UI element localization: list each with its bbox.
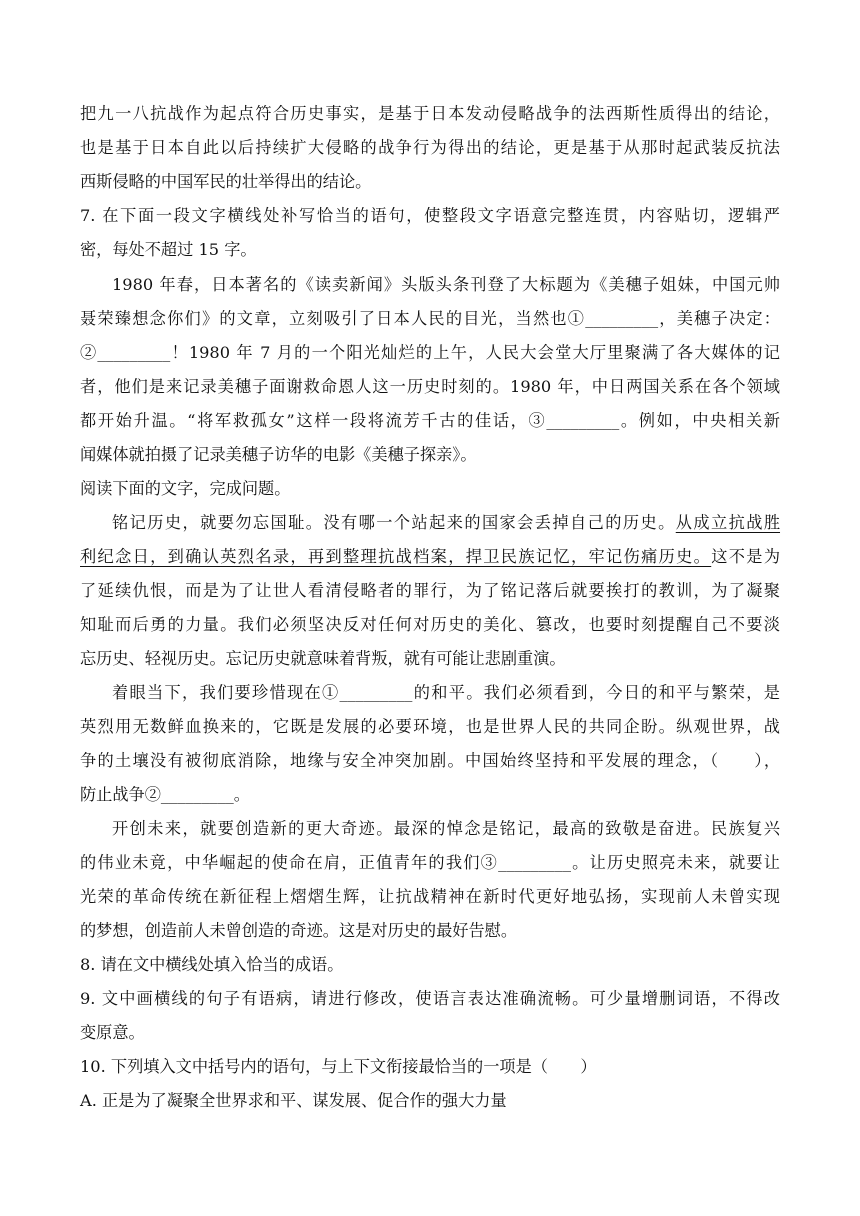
intro-line-3: 西斯侵略的中国军民的壮举得出的结论。	[80, 172, 372, 191]
passage-p3-line-1: 开创未来，就要创造新的更大奇迹。最深的悼念是铭记，最高的致敬是奋进。民族复兴	[112, 819, 780, 838]
passage-p1-line-1	[112, 508, 780, 538]
question-7-line-2: 密，每处不超过 15 字。	[80, 240, 257, 259]
q7-passage-line-1: 1980 年春，日本著名的《读卖新闻》头版头条刊登了大标题为《美穗子姐妹，中国元帅	[112, 275, 780, 294]
passage-p3-line-2: 的伟业未竟，中华崛起的使命在肩，正值青年的我们③_________。让历史照亮未来，就要让	[80, 853, 780, 872]
passage-p3-line-4: 的梦想，创造前人未曾创造的奇迹。这是对历史的最好告慰。	[80, 921, 518, 940]
q7-passage-line-6: 闻媒体就拍摄了记录美穗子访华的电影《美穗子探亲》。	[80, 445, 477, 464]
passage-p1-line-1-text: 铭记历史，就要勿忘国耻。没有哪一个站起来的国家会丢掉自己的历史。	[112, 513, 676, 532]
intro-line-2: 也是基于日本自此以后持续扩大侵略的战争行为得出的结论，更是基于从那时起武装反抗法	[80, 138, 780, 157]
question-10-option-a: A. 正是为了凝聚全世界求和平、谋发展、促合作的强大力量	[80, 1091, 507, 1110]
passage-p1-line-2-text: 这不是为	[711, 547, 781, 566]
passage-p1-line-3: 了延续仇恨，而是为了让世人看清侵略者的罪行，为了铭记落后就要挨打的教训，为了凝聚	[80, 581, 780, 600]
question-7-line-1: 7. 在下面一段文字横线处补写恰当的语句，使整段文字语意完整连贯，内容贴切，逻辑严	[80, 206, 780, 225]
passage-p2-line-2: 英烈用无数鲜血换来的，它既是发展的必要环境，也是世界人民的共同企盼。纵观世界，战	[80, 717, 780, 736]
question-10: 10. 下列填入文中括号内的语句，与上下文衔接最恰当的一项是（ ）	[80, 1057, 597, 1076]
passage-p2-line-4: 防止战争②_________。	[80, 785, 250, 804]
passage-p1-line-2	[80, 542, 780, 572]
passage-p2-line-1: 着眼当下，我们要珍惜现在①_________的和平。我们必须看到，今日的和平与繁荣，是	[112, 683, 780, 702]
underlined-sentence-part-1: 从成立抗战胜	[675, 513, 781, 532]
reading-instruction: 阅读下面的文字，完成问题。	[80, 479, 291, 498]
q7-passage-line-4: 者，他们是来记录美穗子面谢救命恩人这一历史时刻的。1980 年，中日两国关系在各个领域	[80, 377, 780, 396]
question-9-line-2: 变原意。	[80, 1023, 145, 1042]
q7-passage-line-5: 都开始升温。“将军救孤女”这样一段将流芳千古的佳话，③_________。例如，中央相关新	[80, 411, 780, 430]
underlined-sentence-part-2: 利纪念日，到确认英烈名录，再到整理抗战档案，捍卫民族记忆，牢记伤痛历史。	[80, 547, 712, 566]
question-8: 8. 请在文中横线处填入恰当的成语。	[80, 955, 344, 974]
passage-p2-line-3: 争的土壤没有被彻底消除，地缘与安全冲突加剧。中国始终坚持和平发展的理念，（ ），	[80, 751, 780, 770]
passage-p3-line-3: 光荣的革命传统在新征程上熠熠生辉，让抗战精神在新时代更好地弘扬，实现前人未曾实现	[80, 887, 780, 906]
intro-line-1: 把九一八抗战作为起点符合历史事实，是基于日本发动侵略战争的法西斯性质得出的结论，	[80, 104, 780, 123]
passage-p1-line-4: 知耻而后勇的力量。我们必须坚决反对任何对历史的美化、篡改，也要时刻提醒自己不要淡	[80, 615, 780, 634]
question-9-line-1: 9. 文中画横线的句子有语病，请进行修改，使语言表达准确流畅。可少量增删词语，不得改	[80, 989, 780, 1008]
q7-passage-line-3: ②_________！1980 年 7 月的一个阳光灿烂的上午，人民大会堂大厅里聚满了各大媒体的记	[80, 343, 780, 362]
passage-p1-line-5: 忘历史、轻视历史。忘记历史就意味着背叛，就有可能让悲剧重演。	[80, 649, 566, 668]
q7-passage-line-2: 聂荣臻想念你们》的文章，立刻吸引了日本人民的目光，当然也①_________，美穗子决定：	[80, 309, 780, 328]
